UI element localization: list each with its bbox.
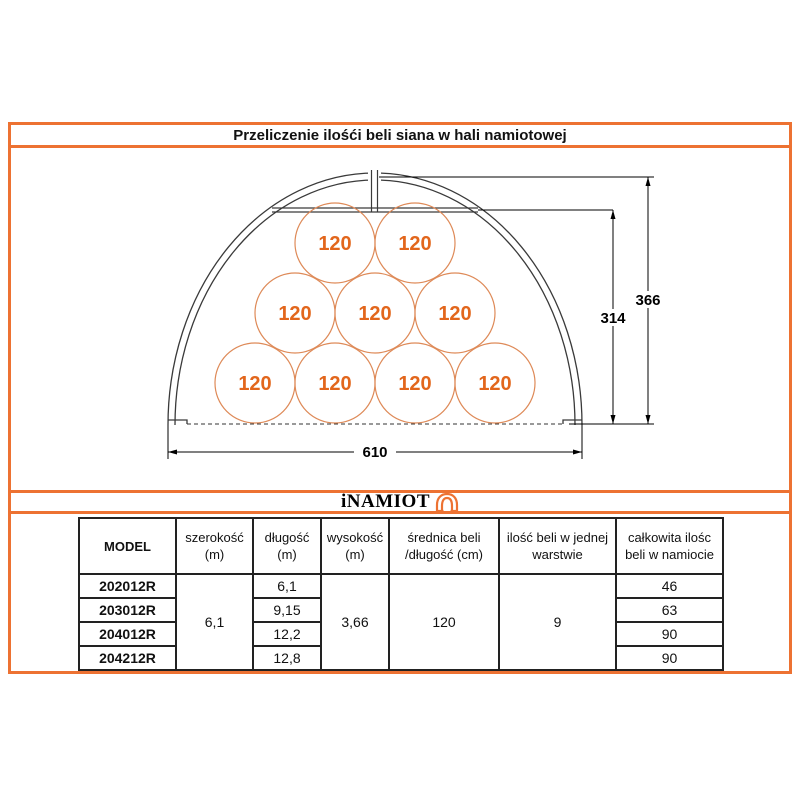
header-row xyxy=(79,518,723,574)
tent-diagram-svg xyxy=(11,148,789,490)
diagram-area xyxy=(11,148,789,490)
spec-table xyxy=(78,517,724,671)
bale-label: 120 xyxy=(278,303,312,325)
length-cell: 12,2 xyxy=(253,622,321,646)
model-cell: 202012R xyxy=(79,574,176,598)
bale-label: 120 xyxy=(398,373,432,395)
inner-height-label: 314 xyxy=(600,310,626,327)
model-cell: 203012R xyxy=(79,598,176,622)
length-cell: 6,1 xyxy=(253,574,321,598)
king-post xyxy=(368,166,381,212)
width-cell: 6,1 xyxy=(176,574,253,670)
bale-label: 120 xyxy=(318,373,352,395)
width-label: 610 xyxy=(362,444,388,461)
total-bales-cell: 63 xyxy=(616,598,723,622)
main-panel xyxy=(8,122,792,674)
title-bar xyxy=(11,125,789,148)
total-bales-cell: 46 xyxy=(616,574,723,598)
bale-label: 120 xyxy=(358,303,392,325)
page-title: Przeliczenie ilośći beli siana w hali namiotowej xyxy=(233,126,567,144)
bale-label: 120 xyxy=(238,373,272,395)
model-cell: 204212R xyxy=(79,646,176,670)
table-area xyxy=(11,514,789,671)
total-bales-cell: 90 xyxy=(616,646,723,670)
bale-label: 120 xyxy=(398,233,432,255)
bale-label: 120 xyxy=(438,303,472,325)
col-header-height: wysokość (m) xyxy=(321,518,389,574)
bale-label: 120 xyxy=(318,233,352,255)
length-cell: 9,15 xyxy=(253,598,321,622)
bale-label: 120 xyxy=(478,373,512,395)
bale-diameter-cell: 120 xyxy=(389,574,499,670)
bale-labels xyxy=(238,233,511,395)
col-header-bale-diameter: średnica beli /długość (cm) xyxy=(389,518,499,574)
width-dimension xyxy=(168,425,582,461)
logo-bar xyxy=(11,490,789,514)
col-header-total-bales: całkowita ilośc beli w namiocie xyxy=(616,518,723,574)
total-bales-cell: 90 xyxy=(616,622,723,646)
brand-text: iNAMIOT xyxy=(341,491,430,512)
length-cell: 12,8 xyxy=(253,646,321,670)
base-feet xyxy=(168,420,582,424)
col-header-model: MODEL xyxy=(79,518,176,574)
table-row xyxy=(79,574,723,598)
height-cell: 3,66 xyxy=(321,574,389,670)
col-header-bales-per-layer: ilość beli w jednej warstwie xyxy=(499,518,616,574)
tent-logo-icon xyxy=(435,492,459,512)
col-header-width: szerokość (m) xyxy=(176,518,253,574)
col-header-length: długość (m) xyxy=(253,518,321,574)
bales-per-layer-cell: 9 xyxy=(499,574,616,670)
model-cell: 204012R xyxy=(79,622,176,646)
inner-height-dimension xyxy=(596,210,630,424)
outer-height-label: 366 xyxy=(635,292,661,309)
